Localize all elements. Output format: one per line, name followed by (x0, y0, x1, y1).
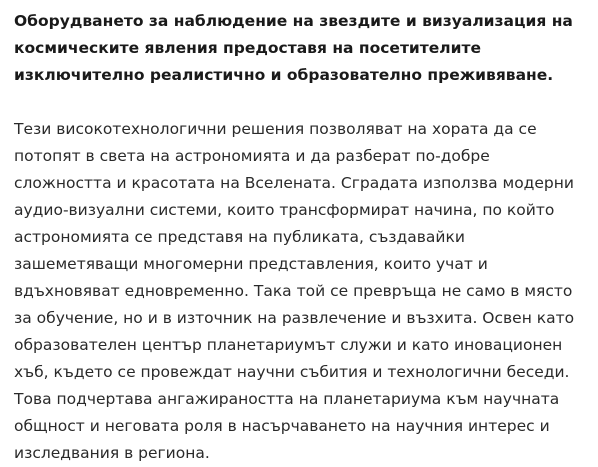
article (14, 8, 592, 467)
body-paragraph: Тези високотехнологични решения позволяват на хората да се потопят в света на астрономията и да разберат по-добре сложността и красотата на Вселената. Сградата използва модерни аудио-визуални системи, които трансформират начина, по който астрономията се представя на публиката, създавайки зашеметяващи многомерни представления, които учат и вдъхновяват едновременно. Така той се превръща не само в място за обучение, но и в източник на развлечение и възхита. Освен като образователен център планетариумът служи и като иновационен хъб, където се провеждат научни събития и технологични беседи. Това подчертава ангажираността на планетариума към научната общност и неговата роля в насърчаването на научния интерес и изследвания в региона. (14, 120, 575, 462)
lead-paragraph: Оборудването за наблюдение на звездите и визуализация на космическите явления предоставя на посетителите изключително реалистично и образователно преживяване. (14, 12, 573, 84)
